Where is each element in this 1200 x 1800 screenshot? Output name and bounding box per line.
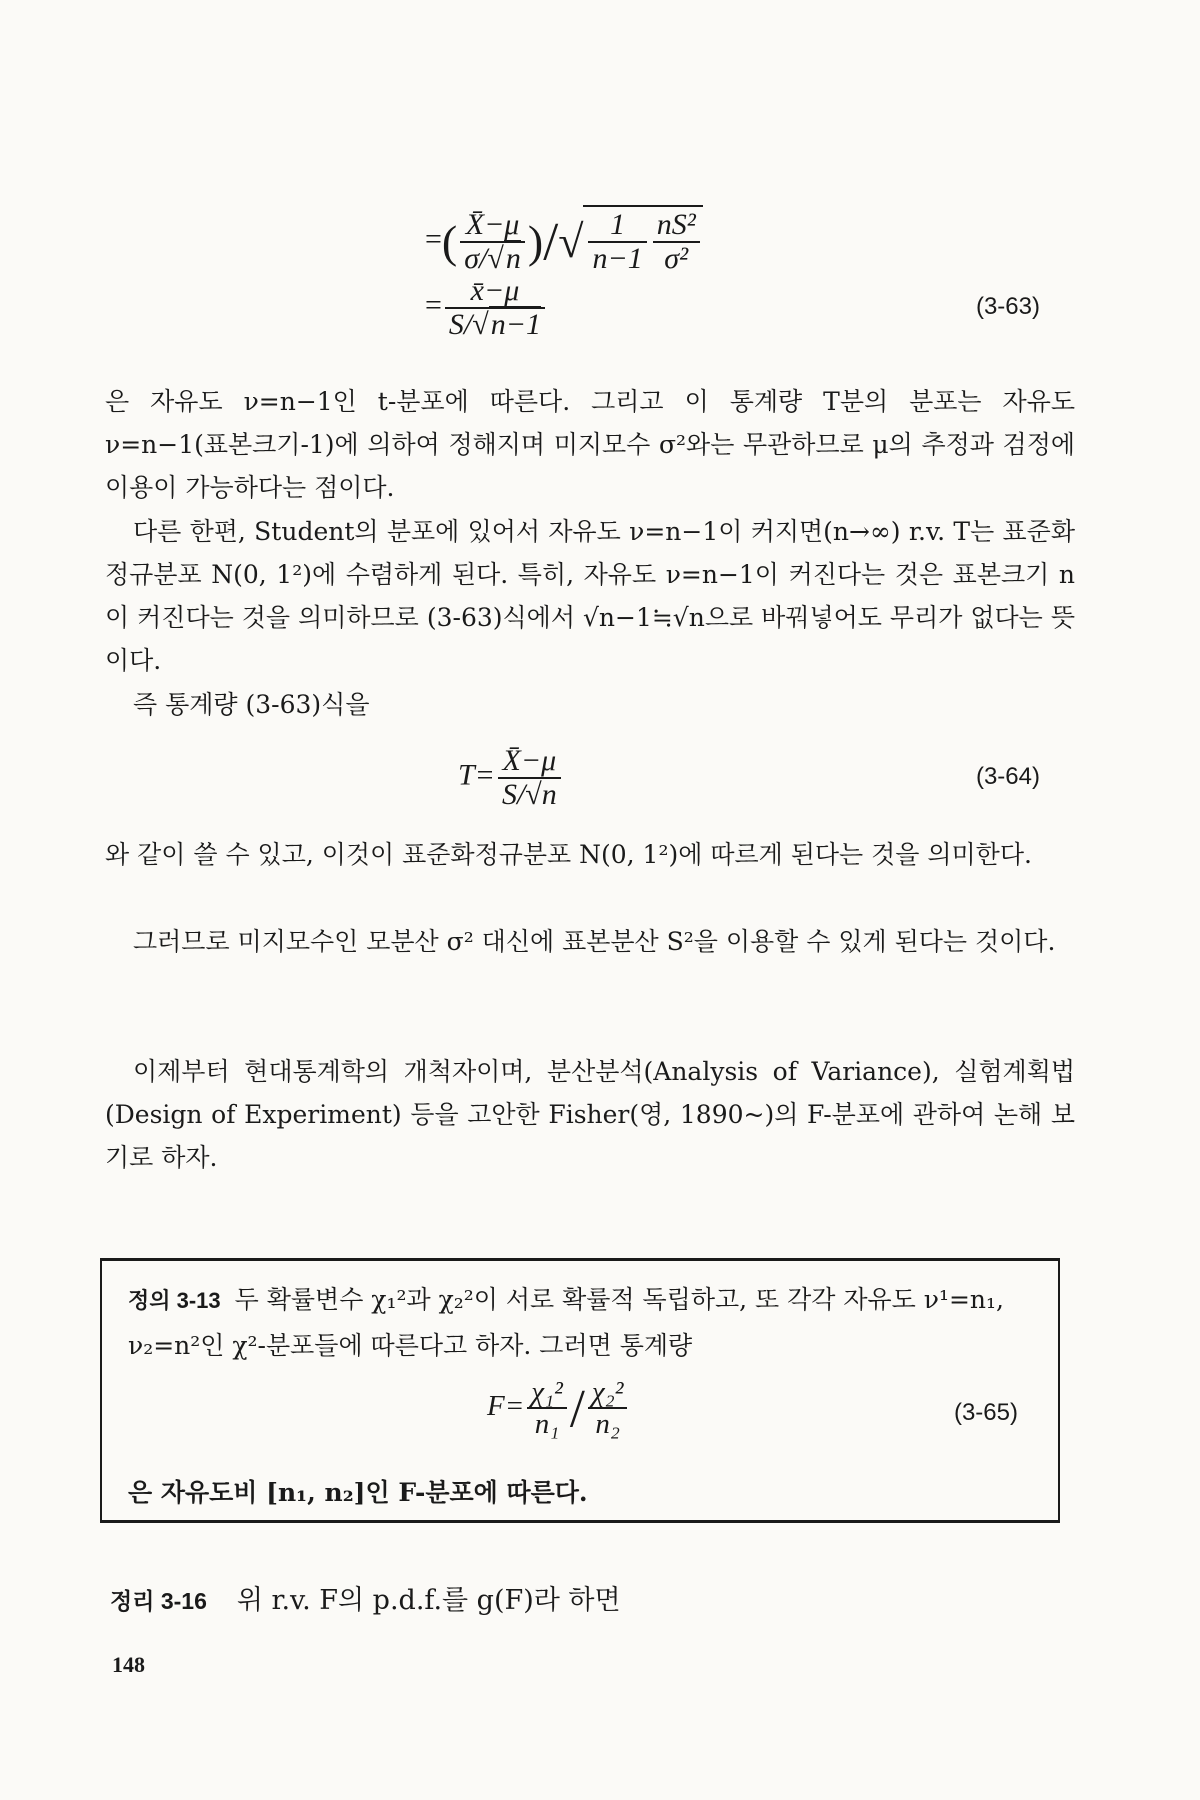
equation-number-3-65: (3-65): [953, 1399, 1018, 1426]
equation-3-63-line2: = $\frac{x̄-\mu}{S/√n-1}$ (3-63): [425, 274, 1040, 341]
fraction-chi1-over-n1: $\frac{\text{χ₁²}}{\text{n₁}}$: [527, 1377, 567, 1440]
paragraph-t-distribution: 은 자유도 ν=n−1인 t-분포에 따른다. 그리고 이 통계량 T분의 분포는 자유도 ν=n−1(표본크기-1)에 의하여 정해지며 미지모수 σ²와는 무관하므로 μ의 추정과 검정에 이용이 가능하다는 점이다.: [105, 387, 1075, 502]
equation-3-65: F= $\frac{\text{χ₁²}}{\text{n₁}}$ / $\frac{\text{χ₂²}}{\text{n₂}}$ (3-65): [487, 1376, 1018, 1441]
equation-3-64: T= $\frac{X̄-\mu}{S/√n}$ (3-64): [458, 744, 1040, 811]
definition-closing: 은 자유도비 [n₁, n₂]인 F-분포에 따른다.: [128, 1478, 588, 1507]
definition-label: 정의 3-13: [128, 1288, 221, 1313]
paragraph-fisher-intro: 이제부터 현대통계학의 개척자이며, 분산분석(Analysis of Variance), 실험계획법(Design of Experiment) 등을 고안한 Fisher(영, 1890~)의 F-분포에 관하여 논해 보기로 하자.: [105, 1057, 1075, 1172]
paragraph-normal-approx: 와 같이 쓸 수 있고, 이것이 표준화정규분포 N(0, 1²)에 따르게 된다는 것을 의미한다.: [105, 840, 1032, 869]
paragraph-statistic-intro: 즉 통계량 (3-63)식을: [133, 690, 370, 719]
fraction-xbar-mu-over-S-root-n-minus-1: $\frac{x̄-\mu}{S/√n-1}$: [445, 275, 545, 340]
fraction-chi2-over-n2: $\frac{\text{χ₂²}}{\text{n₂}}$: [588, 1377, 628, 1440]
page-number: 148: [112, 1652, 145, 1677]
radicand: $\frac{1}{n-1}$ $\frac{\text{nS²}}{\text{σ²}}$: [583, 205, 702, 274]
fraction-xbar-mu-over-sigma-root-n: $\frac{X̄-\mu}{\sigma/√n}$: [460, 209, 525, 274]
theorem-3-16: [110, 1578, 621, 1617]
paragraph-student-limit: 다른 한편, Student의 분포에 있어서 자유도 ν=n−1이 커지면(n→∞) r.v. T는 표준화정규분포 N(0, 1²)에 수렴하게 된다. 특히, 자유도 ν=n−1이 커진다는 것은 표본크기 n이 커진다는 것을 의미하므로 (3-63)식에서 √n−1≒√n으로 바꿔넣어도 무리가 없다는 뜻이다.: [105, 517, 1075, 675]
equation-number-3-64: (3-64): [975, 763, 1040, 790]
definition-box: [100, 1258, 1060, 1523]
fraction-xbar-mu-over-S-root-n: $\frac{X̄-\mu}{S/√n}$: [498, 745, 561, 810]
theorem-label: 정리 3-16: [110, 1588, 207, 1614]
definition-text: 정의 3-13 두 확률변수 χ₁²과 χ₂²이 서로 확률적 독립하고, 또 각각 자유도 ν¹=n₁, ν₂=n²인 χ²-분포들에 따른다고 하자. 그러면 통계량: [128, 1285, 1004, 1360]
equation-number-3-63: (3-63): [975, 293, 1040, 320]
equation-3-63-line1: =( $\frac{X̄-\mu}{\sigma/√n}$ )/√ $\frac{1}{n-1}$ $\frac{\text{nS²}}{\text{σ²}}$: [0, 205, 1200, 275]
theorem-text: 위 r.v. F의 p.d.f.를 g(F)라 하면: [236, 1585, 621, 1616]
paragraph-sample-variance: 그러므로 미지모수인 모분산 σ² 대신에 표본분산 S²을 이용할 수 있게 된다는 것이다.: [133, 927, 1056, 956]
eq-equals: =: [425, 222, 442, 256]
